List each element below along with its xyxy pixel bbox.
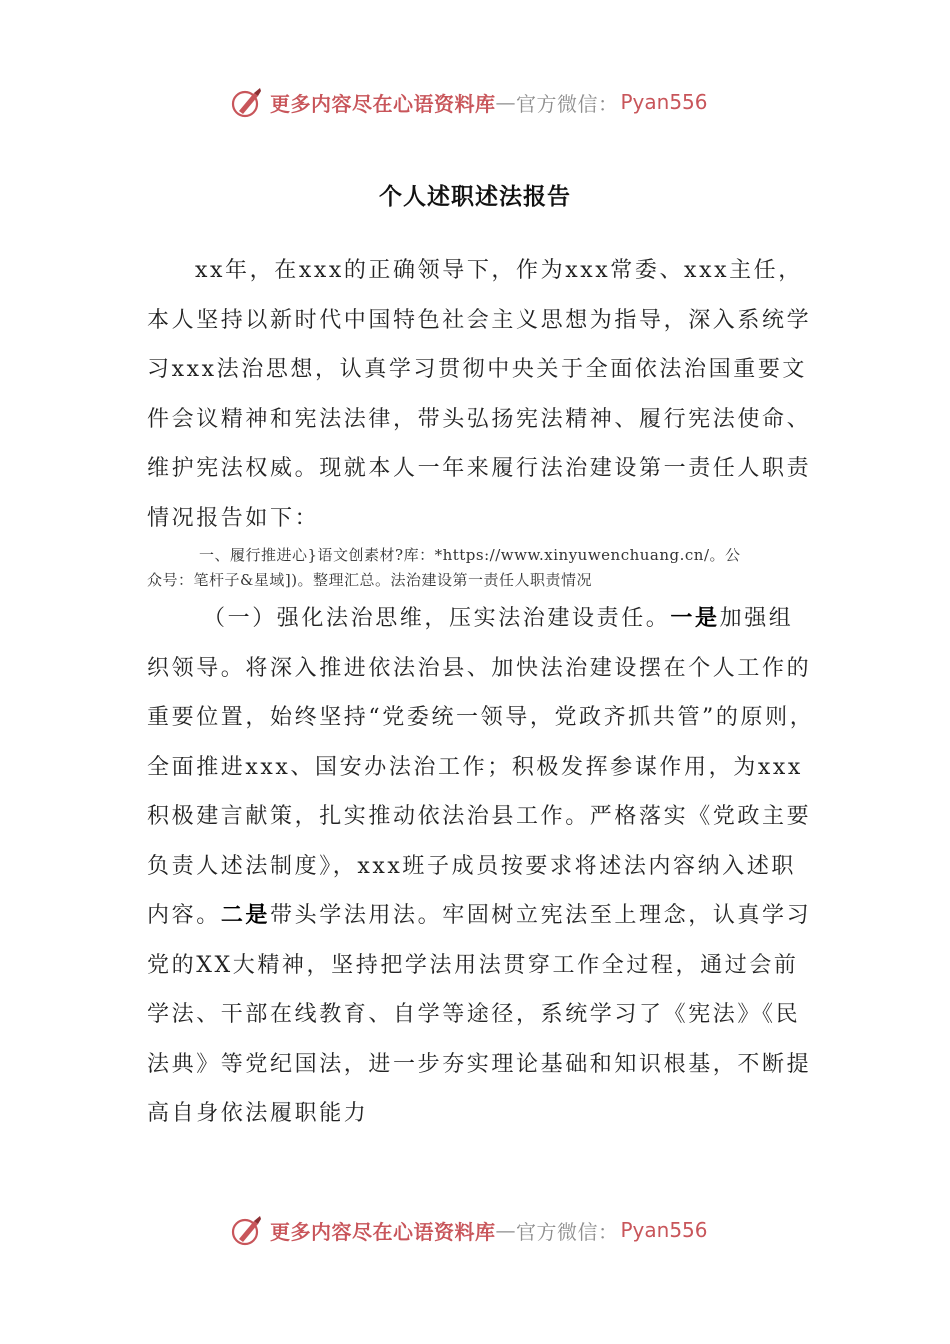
intro-paragraph: xx年，在xxx的正确领导下，作为xxx常委、xxx主任，本人坚持以新时代中国特色社会主义思想为指导，深入系统学习xxx法治思想，认真学习贯彻中央关于全面依法治国重要文件会议精神和宪法法律，带头弘扬宪法精神、履行宪法使命、维护宪法权威。现就本人一年来履行法治建设第一责任人职责情况报告如下： <box>147 258 812 531</box>
header-watermark-banner <box>230 82 708 122</box>
point-1-lead: 一是 <box>670 605 720 631</box>
banner-wechat-label: 官方微信： <box>516 91 619 116</box>
pen-nib-circle-logo <box>230 1213 264 1247</box>
point-2-text: 带头学法用法。牢固树立宪法至上理念，认真学习党的XX大精神，坚持把学法用法贯穿工作全过程，通过会前学法、干部在线教育、自学等途径，系统学习了《宪法》《民法典》等党纪国法，进一步夯实理论基础和知识根基，不断提高自身依法履职能力 <box>147 903 812 1126</box>
section-note-line-2: 众号：笔杆子&星域])。整理汇总。法治建设第一责任人职责情况 <box>147 571 593 589</box>
point-2-lead: 二是 <box>220 902 271 928</box>
banner-wechat-id: Pyan556 <box>620 90 708 114</box>
section-heading-note <box>147 543 807 593</box>
point-1-text: 加强组织领导。将深入推进依法治县、加快法治建设摆在个人工作的重要位置，始终坚持“党委统一领导，党政齐抓共管”的原则，全面推进xxx、国安办法治工作；积极发挥参谋作用，为xxx积极建言献策，扎实推动依法治县工作。严格落实《党政主要负责人述法制度》，xxx班子成员按要求将述法内容纳入述职内容。 <box>147 606 815 928</box>
section-note-line-1: 一、履行推进心}语文创素材?库：*https://www.xinyuwenchuang.cn/。公 <box>199 546 741 564</box>
banner-wechat-label: 官方微信： <box>516 1219 619 1244</box>
section-1-paragraph <box>147 594 817 1139</box>
banner-main-text: 更多内容尽在心语资料库 <box>270 1219 496 1244</box>
section-1-heading: （一）强化法治思维，压实法治建设责任。 <box>203 606 671 631</box>
document-title: 个人述职述法报告 <box>379 183 571 210</box>
banner-main-text: 更多内容尽在心语资料库 <box>270 91 496 116</box>
banner-dash: — <box>495 1218 516 1242</box>
banner-wechat-id: Pyan556 <box>620 1218 708 1242</box>
pen-nib-circle-logo <box>230 85 264 119</box>
banner-dash: — <box>495 90 516 114</box>
footer-watermark-banner <box>230 1210 708 1250</box>
